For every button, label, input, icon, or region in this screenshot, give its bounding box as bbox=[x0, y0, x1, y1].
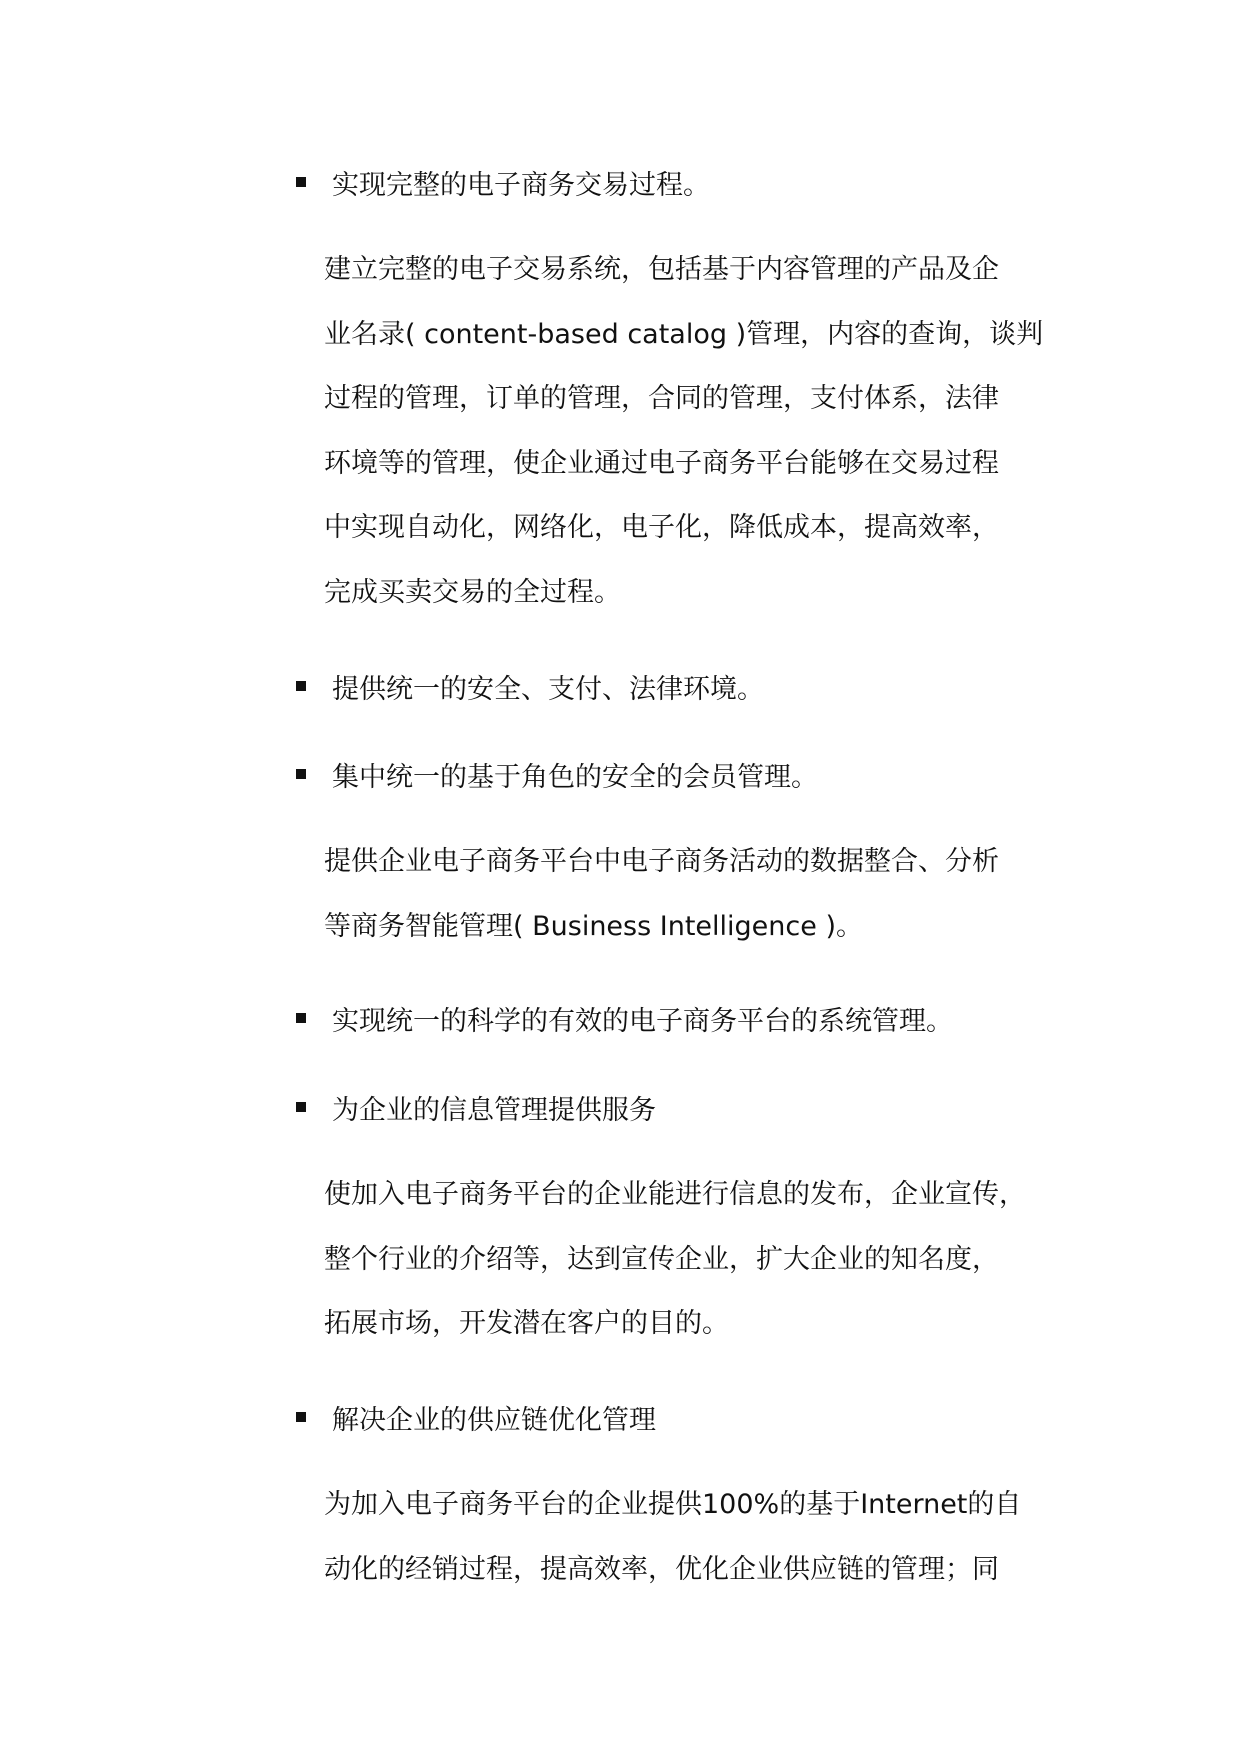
bullet-item-information-service bbox=[296, 1087, 656, 1127]
bullet-text: 集中统一的基于角色的安全的会员管理。 bbox=[332, 761, 818, 793]
square-bullet-icon bbox=[296, 769, 306, 779]
paragraph-line: 拓展市场，开发潜在客户的目的。 bbox=[324, 1308, 729, 1339]
square-bullet-icon bbox=[296, 1412, 306, 1422]
bullet-text: 实现统一的科学的有效的电子商务平台的系统管理。 bbox=[332, 1005, 953, 1037]
paragraph-line: 过程的管理，订单的管理，合同的管理，支付体系，法律 bbox=[324, 383, 999, 414]
bullet-text: 为企业的信息管理提供服务 bbox=[332, 1094, 656, 1126]
bullet-item-security-payment-legal bbox=[296, 666, 764, 706]
square-bullet-icon bbox=[296, 681, 306, 691]
paragraph-line: 为加入电子商务平台的企业提供100%的基于Internet的自 bbox=[324, 1489, 1022, 1520]
paragraph-line: 业名录( content-based catalog )管理，内容的查询，谈判 bbox=[324, 318, 1044, 350]
paragraph-line: 环境等的管理，使企业通过电子商务平台能够在交易过程 bbox=[324, 447, 999, 479]
paragraph-information-publishing bbox=[324, 1163, 1054, 1357]
paragraph-transaction-system bbox=[324, 238, 1054, 625]
bullet-text: 解决企业的供应链优化管理 bbox=[332, 1404, 656, 1436]
bullet-text: 提供统一的安全、支付、法律环境。 bbox=[332, 673, 764, 705]
square-bullet-icon bbox=[296, 1102, 306, 1112]
paragraph-line: 等商务智能管理( Business Intelligence )。 bbox=[324, 910, 863, 942]
bullet-item-system-management bbox=[296, 998, 953, 1038]
paragraph-supply-chain bbox=[324, 1473, 1054, 1602]
paragraph-line: 建立完整的电子交易系统，包括基于内容管理的产品及企 bbox=[324, 254, 999, 285]
paragraph-line: 中实现自动化，网络化，电子化，降低成本，提高效率， bbox=[324, 512, 999, 543]
paragraph-line: 动化的经销过程，提高效率，优化企业供应链的管理；同 bbox=[324, 1553, 999, 1585]
bullet-item-supply-chain bbox=[296, 1397, 656, 1437]
paragraph-line: 完成买卖交易的全过程。 bbox=[324, 576, 621, 608]
paragraph-line: 整个行业的介绍等，达到宣传企业，扩大企业的知名度， bbox=[324, 1243, 999, 1275]
square-bullet-icon bbox=[296, 1013, 306, 1023]
paragraph-line: 提供企业电子商务平台中电子商务活动的数据整合、分析 bbox=[324, 846, 999, 877]
square-bullet-icon bbox=[296, 177, 306, 187]
bullet-item-member-management bbox=[296, 754, 818, 794]
paragraph-business-intelligence bbox=[324, 830, 1054, 959]
paragraph-line: 使加入电子商务平台的企业能进行信息的发布，企业宣传， bbox=[324, 1179, 1026, 1210]
bullet-text: 实现完整的电子商务交易过程。 bbox=[332, 169, 710, 201]
bullet-item-complete-transaction bbox=[296, 162, 710, 202]
